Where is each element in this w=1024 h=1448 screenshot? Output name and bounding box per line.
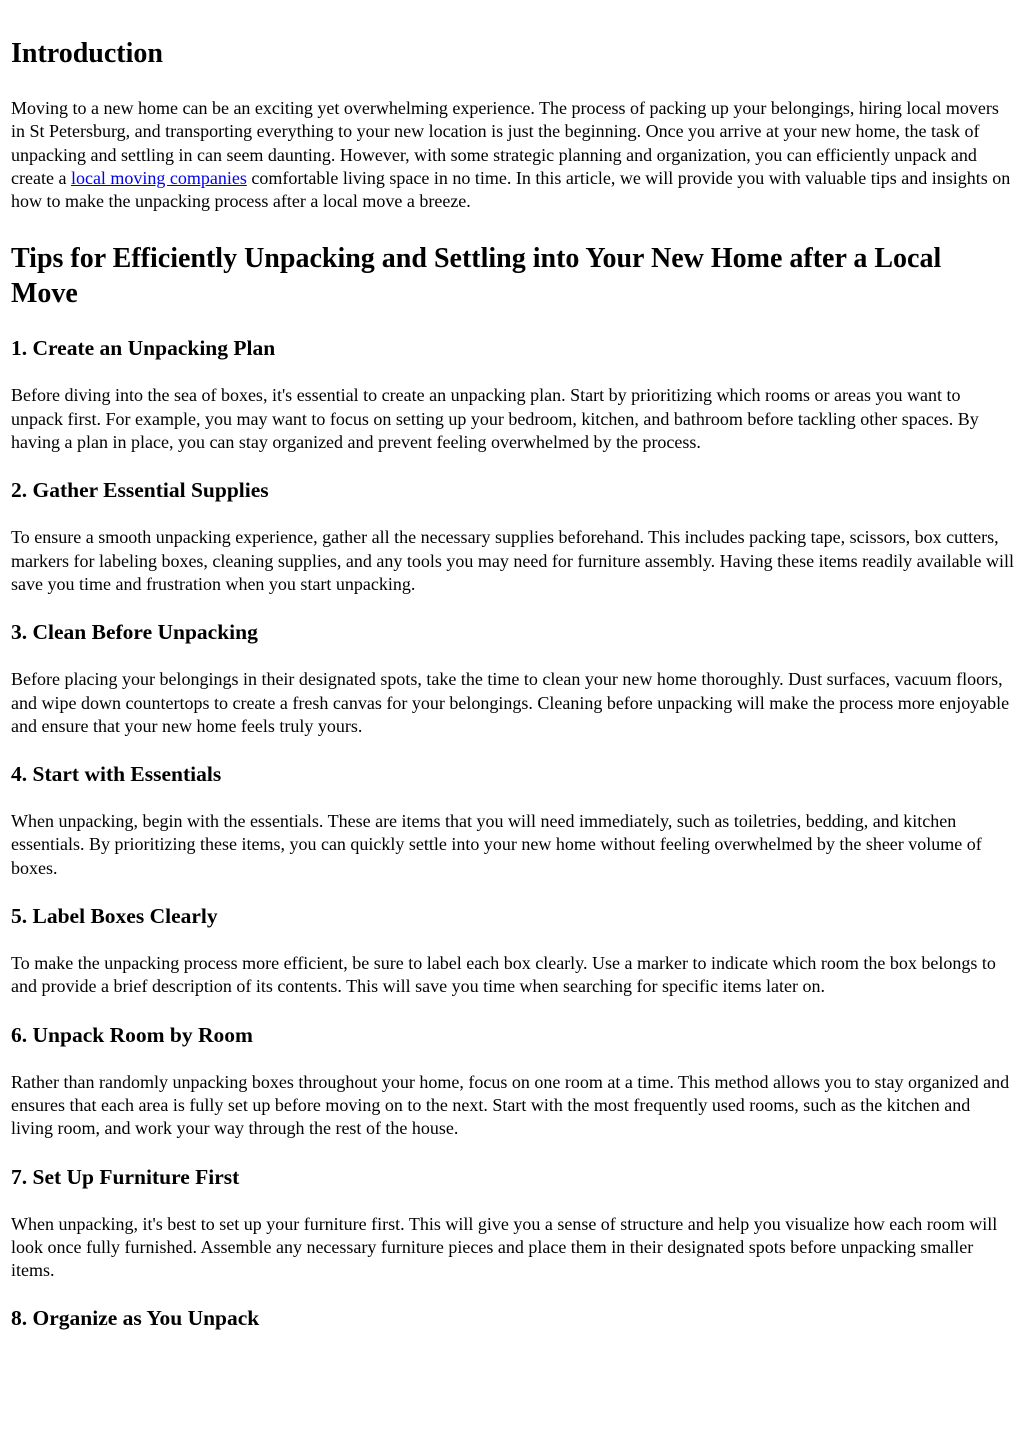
tip-heading: 5. Label Boxes Clearly [11,904,218,929]
tip-paragraph: To ensure a smooth unpacking experience, gather all the necessary supplies beforehand. This includes packing tape, scissors, box cutters, markers for labeling boxes, cleaning supplies, and any tools you may need for furniture assembly. Having these items readily available will save you time and frustration when you start unpacking. [11,527,1015,594]
tip-section [11,903,1015,999]
intro-text-before-link: Moving to a new home can be an exciting yet overwhelming experience. The process of packing up your belongings, hiring local movers in St Petersburg, and transporting everything to your new location is just the beginning. Once you arrive at your new home, the task of unpacking and settling in can seem daunting. However, with some strategic planning and organization, you can efficiently unpack and create a [11,98,999,188]
tip-heading: 3. Clean Before Unpacking [11,620,258,645]
tip-paragraph: Before diving into the sea of boxes, it's essential to create an unpacking plan. Start by prioritizing which rooms or areas you want to unpack first. For example, you may want to focus on setting up your bedroom, kitchen, and bathroom before tackling other spaces. By having a plan in place, you can stay organized and prevent feeling overwhelmed by the process. [11,385,979,453]
tip-paragraph: Rather than randomly unpacking boxes throughout your home, focus on one room at a time. This method allows you to stay organized and ensures that each area is fully set up before moving on to the next. Start with the most frequently used rooms, such as the kitchen and living room, and work your way through the rest of the house. [11,1071,1010,1139]
local-moving-companies-link[interactable]: local moving companies [70,167,247,188]
tip-paragraph: When unpacking, begin with the essentials. These are items that you will need immediately, such as toiletries, bedding, and kitchen essentials. By prioritizing these items, you can quickly settle into your new home without feeling overwhelmed by the sheer volume of boxes. [11,811,982,878]
tip-heading: 8. Organize as You Unpack [11,1306,260,1331]
tip-heading: 1. Create an Unpacking Plan [11,336,276,361]
intro-text-after-link: comfortable living space in no time. In this article, we will provide you with valuable tips and insights on how to make the unpacking process after a local move a breeze. [11,167,1011,212]
tip-section [11,1305,1015,1331]
tips-heading: Tips for Efficiently Unpacking and Settling into Your New Home after a Local Move [11,243,942,310]
tip-section [11,761,1015,880]
tip-paragraph: When unpacking, it's best to set up your furniture first. This will give you a sense of structure and help you visualize how each room will look once fully furnished. Assemble any necessary furniture pieces and place them in their designated spots before unpacking smaller items. [11,1213,998,1281]
tip-section [11,619,1015,738]
tip-heading: 4. Start with Essentials [11,762,222,787]
tip-paragraph: To make the unpacking process more efficient, be sure to label each box clearly. Use a marker to indicate which room the box belongs to and provide a brief description of its contents. This will save you time when searching for specific items later on. [11,953,996,997]
tip-section [11,335,1015,454]
tip-paragraph: Before placing your belongings in their designated spots, take the time to clean your new home thoroughly. Dust surfaces, vacuum floors, and wipe down countertops to create a fresh canvas for your belongings. Cleaning before unpacking will make the process more enjoyable and ensure that your new home feels truly yours. [11,669,1010,736]
tip-heading: 2. Gather Essential Supplies [11,478,269,503]
tip-heading: 7. Set Up Furniture First [11,1164,240,1189]
intro-paragraph [11,97,1015,213]
tip-heading: 6. Unpack Room by Room [11,1022,253,1047]
intro-heading: Introduction [11,38,163,69]
tip-section [11,1164,1015,1283]
tip-section [11,477,1015,596]
tip-section [11,1022,1015,1141]
